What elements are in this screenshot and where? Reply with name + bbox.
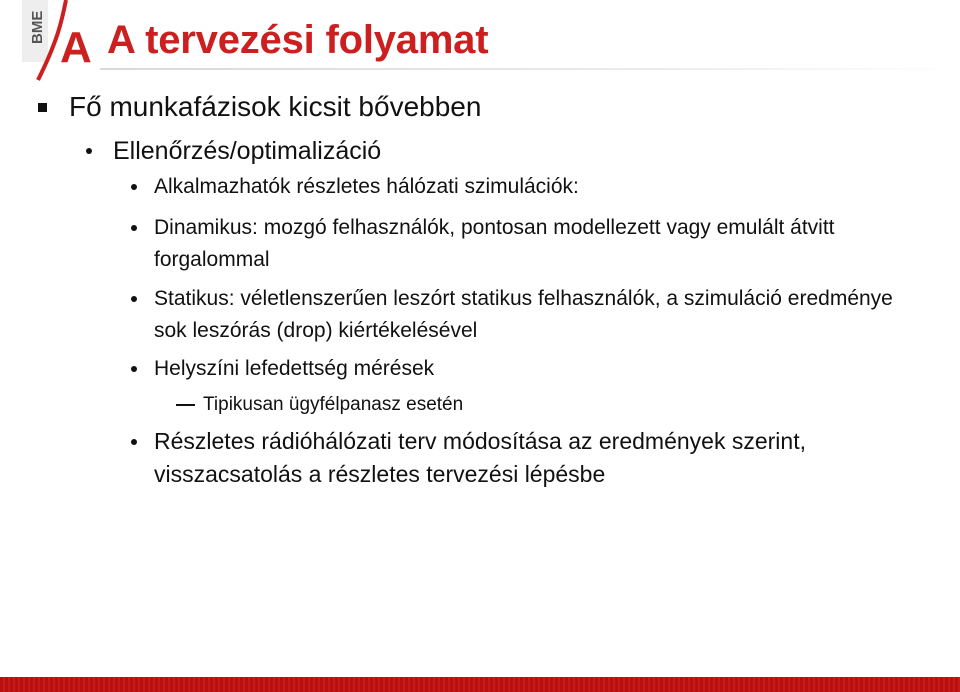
bullet-dot-icon — [86, 148, 92, 154]
dash-bullet-icon — [176, 404, 195, 406]
logo-letter: A — [60, 23, 92, 72]
square-bullet-icon — [38, 103, 47, 112]
logo-bme-text: BME — [29, 10, 46, 44]
bme-logo — [14, 0, 104, 90]
bullet-dot-icon — [131, 296, 137, 302]
bullet-dot-icon — [131, 225, 137, 231]
bullet-dot-icon — [131, 184, 137, 190]
slide-title: A tervezési folyamat — [107, 18, 489, 62]
footer-band — [0, 677, 960, 692]
bullet-dot-icon — [131, 366, 137, 372]
bullet-dot-icon — [131, 439, 137, 445]
title-divider — [100, 68, 960, 70]
